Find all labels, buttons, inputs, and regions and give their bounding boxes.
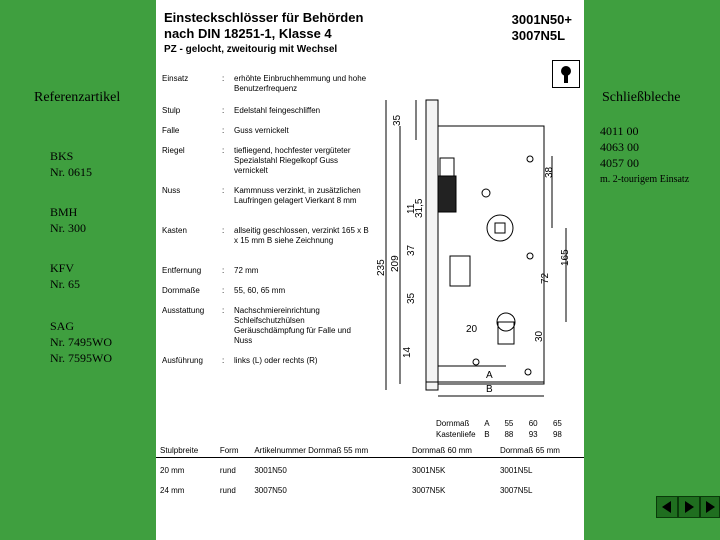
spec-list: Einsatz : erhöhte Einbruchhemmung und hohe Benutzerfrequenz Stulp : Edelstahl feingeschliffen Falle : Guss vernickelt Riegel : tiefliegend, hochfester vergüteter Spezialstahl Riegelkopf Guss vernickelt Nuss : Kammnuss verzinkt, in zusätzlichen Laufringen gelagert Vierkant 8 mm Kasten : allseitig geschlossen, verzinkt 165 x B x 15 mm B siehe Zeichnung Entfernung : 72 mm Dornmaße : 55, 60, 65 mm Ausstattung : Nachschmiereinrichtung Schleifschutzhülsen Geräuschdämpfung für Falle und Nuss Ausführung : links (L) oder rechts (R) [162,74,369,365]
dorn-cell: Dornmaß [436,419,470,428]
reference-item-bks [50,148,92,180]
product-datasheet [156,0,584,540]
dorn-cell: B [484,430,490,439]
reference-number: Nr. 7495WO [50,335,112,349]
strike-plates-heading: Schließbleche [602,90,681,105]
table-cell: 3007N5L [499,485,533,495]
datasheet-codes [512,12,572,44]
arrow-right-icon [679,497,699,517]
table-cell: 3007N5K [411,485,446,495]
datasheet-code: 3001N50+ [511,12,572,27]
spec-value: erhöhte Einbruchhemmung und hohe Benutzerfrequenz [234,74,367,93]
table-header-row [156,444,584,458]
table-cell: 3001N5L [499,466,533,476]
reference-number: Nr. 7595WO [50,351,112,365]
title-line: Einsteckschlösser für Behörden [164,10,364,25]
table-header: Dornmaß 65 mm [499,446,560,455]
dorn-row [436,418,573,429]
table-cell: 24 mm [160,485,185,495]
spec-value: 72 mm [234,266,259,275]
dimension-label: B [486,384,493,395]
dimension-label: 209 [390,255,401,272]
reference-name: KFV [50,261,75,275]
spec-label: Nuss [162,186,181,195]
table-header: Form [219,446,239,455]
bolt [438,176,456,212]
home-slide-button[interactable] [678,496,700,518]
dorn-cell: A [484,419,490,428]
faceplate [426,100,438,390]
table-row [156,458,584,484]
reference-number: Nr. 0615 [50,165,92,179]
strike-plate-code: 4011 00 [600,124,639,138]
spec-value: Nachschmiereinrichtung Schleifschutzhülsen Geräuschdämpfung für Falle und Nuss [234,306,351,345]
spec-value: Guss vernickelt [234,126,289,135]
spec-label: Ausstattung [162,306,205,315]
arrow-right-icon [701,497,719,517]
table-cell: 20 mm [160,466,185,476]
dimension-label: 30 [534,330,545,342]
table-cell: 3001N5K [411,466,446,476]
table-header: Stulpbreite [160,446,199,455]
dorn-cell: 98 [552,430,562,439]
dorn-cell: 55 [504,419,514,428]
spec-label: Stulp [162,106,181,115]
spec-label: Entfernung [162,266,202,275]
table-cell: 3001N50 [254,466,287,476]
title-line: nach DIN 18251-1, Klasse 4 [164,26,332,41]
dorn-cell: Kastenliefe [436,430,476,439]
dimension-label: 31,5 [414,198,425,218]
dorn-cell: 93 [528,430,538,439]
reference-item-sag [50,318,112,366]
spec-value: Kammnuss verzinkt, in zusätzlichen Laufringen gelagert Vierkant 8 mm [234,186,361,205]
dorn-table [436,418,573,440]
strike-plate-note: m. 2-tourigem Einsatz [600,174,690,185]
spec-label: Falle [162,126,180,135]
reference-item-bmh [50,204,86,236]
spec-value: allseitig geschlossen, verzinkt 165 x B x 15 mm B siehe Zeichnung [234,226,369,245]
arrow-left-icon [657,497,677,517]
article-table [156,444,584,497]
lock-cylinder-icon [552,60,580,88]
table-header: Artikelnummer Dornmaß 55 mm [254,446,369,455]
next-slide-button[interactable] [700,496,720,518]
spec-value: tiefliegend, hochfester vergüteter Spezialstahl Riegelkopf Guss vernickelt [234,146,351,175]
spec-label: Dornmaße [162,286,200,295]
spec-value: links (L) oder rechts (R) [234,356,318,365]
table-row [156,484,584,497]
spec-label: Einsatz [162,74,189,83]
title-line: PZ - gelocht, zweitourig mit Wechsel [164,44,338,55]
dimension-label: 35 [406,292,417,304]
reference-name: SAG [50,319,75,333]
previous-slide-button[interactable] [656,496,678,518]
spec-value: 55, 60, 65 mm [234,286,286,295]
reference-number: Nr. 300 [50,221,86,235]
dorn-cell: 60 [528,419,538,428]
dimension-label: 35 [392,114,403,126]
dimension-label: 235 [376,259,387,276]
dimension-label: A [486,370,493,381]
dimension-label: 11 [406,203,417,214]
spec-label: Riegel [162,146,185,155]
reference-name: BMH [50,205,78,219]
spec-label: Ausführung [162,356,203,365]
dimension-label: 165 [560,249,571,266]
dimension-label: 20 [466,324,478,335]
dorn-row [436,429,573,440]
dimension-label: 14 [402,346,413,358]
table-cell: rund [219,466,236,476]
reference-number: Nr. 65 [50,277,80,291]
reference-item-kfv [50,260,80,292]
strike-plate-code: 4063 00 [600,140,639,154]
table-header: Dornmaß 60 mm [411,446,472,455]
bolt-slot [450,256,470,286]
spec-value: Edelstahl feingeschliffen [234,106,321,115]
dimension-label: 72 [540,272,551,284]
dorn-cell: 88 [504,430,514,439]
table-cell: rund [219,485,236,495]
datasheet-title [164,10,363,58]
lock-technical-drawing [366,96,580,441]
table-cell: 3007N50 [254,485,287,495]
datasheet-code: 3007N5L [511,28,566,43]
strike-plate-code: 4057 00 [600,156,639,170]
right-panel [584,0,720,540]
dorn-cell: 65 [552,419,562,428]
spec-label: Kasten [162,226,187,235]
dimension-label: 37 [406,244,417,256]
reference-name: BKS [50,149,74,163]
reference-heading: Referenzartikel [34,90,121,105]
dimension-label: 38 [544,166,555,178]
